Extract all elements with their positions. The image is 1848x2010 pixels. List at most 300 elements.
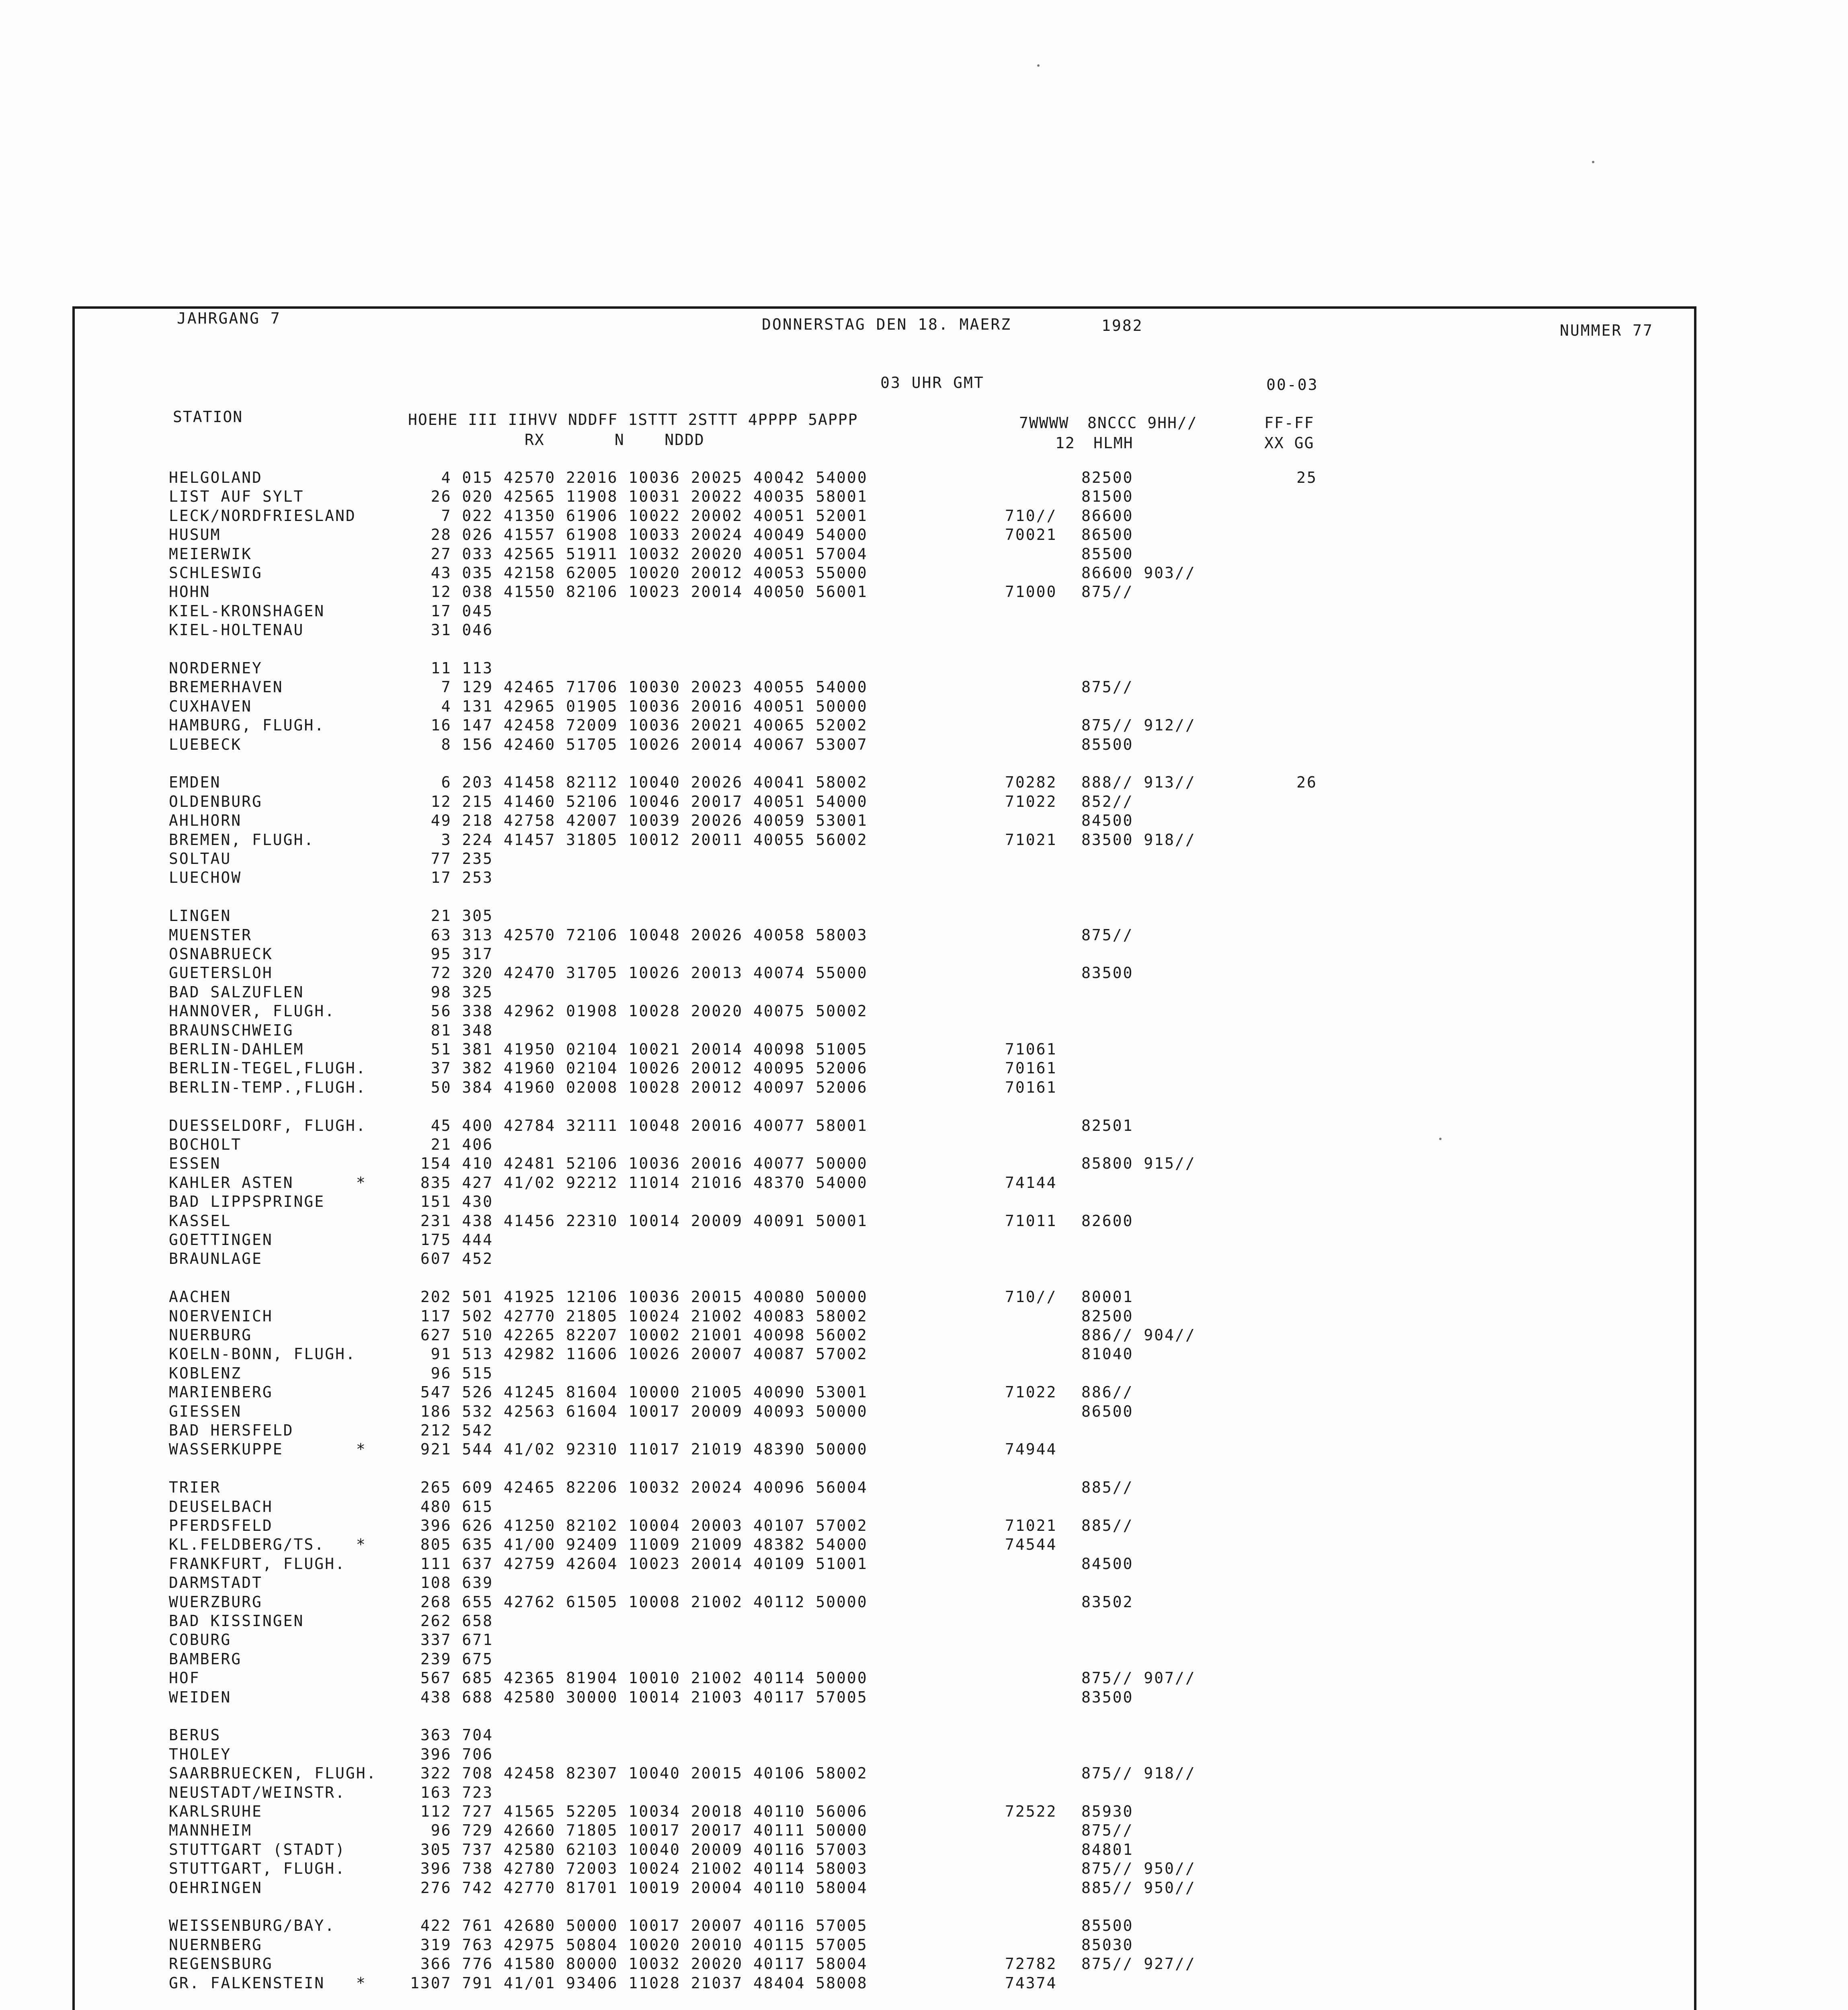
station-data: 8 156 42460 51705 10026 20014 40067 53007 — [410, 735, 868, 753]
table-row — [0, 1288, 1848, 1306]
issue-date: DONNERSTAG DEN 18. MAERZ — [762, 316, 1012, 333]
station-name: BAD KISSINGEN — [169, 1612, 304, 1630]
station-name: MUENSTER — [169, 926, 252, 944]
station-name: DUESSELDORF, FLUGH. — [169, 1116, 367, 1134]
station-data: 12 038 41550 82106 10023 20014 40050 56001 — [410, 583, 868, 601]
table-spacer — [0, 1459, 1848, 1478]
station-data: 7 129 42465 71706 10030 20023 40055 54000 — [410, 678, 868, 696]
table-row — [0, 1116, 1848, 1135]
table-row — [0, 1783, 1848, 1802]
station-name: LINGEN — [169, 907, 232, 925]
group-7wwww: 70021 — [1005, 526, 1057, 544]
group-7wwww: 71000 — [1005, 583, 1057, 601]
table-row — [0, 1840, 1848, 1859]
station-name: WEISSENBURG/BAY. — [169, 1917, 336, 1935]
table-row — [0, 1555, 1848, 1573]
station-name: REGENSBURG — [169, 1955, 273, 1973]
table-row — [0, 1955, 1848, 1973]
group-8nccc: 886// 904// — [1081, 1326, 1196, 1344]
station-data: 202 501 41925 12106 10036 20015 40080 50000 — [410, 1288, 868, 1306]
table-row — [0, 507, 1848, 525]
station-data: 422 761 42680 50000 10017 20007 40116 57005 — [410, 1917, 868, 1935]
station-data: 4 131 42965 01905 10036 20016 40051 50000 — [410, 697, 868, 715]
table-row — [0, 1821, 1848, 1840]
station-data: 396 738 42780 72003 10024 21002 40114 58003 — [410, 1860, 868, 1878]
station-data: 268 655 42762 61505 10008 21002 40112 50000 — [410, 1593, 868, 1611]
table-row — [0, 926, 1848, 944]
column-subheader-main: RX N NDDD — [525, 431, 705, 449]
group-8nccc: 85500 — [1081, 1917, 1134, 1935]
group-8nccc: 875// 918// — [1081, 1764, 1196, 1782]
station-name: WASSERKUPPE * — [169, 1440, 367, 1458]
table-row — [0, 1650, 1848, 1668]
station-data: 96 729 42660 71805 10017 20017 40111 50000 — [410, 1821, 868, 1840]
table-row — [0, 1212, 1848, 1230]
table-row — [0, 1974, 1848, 1992]
group-ff: 25 — [1296, 469, 1317, 486]
station-name: BREMERHAVEN — [169, 678, 283, 696]
station-data: 322 708 42458 82307 10040 20015 40106 58002 — [410, 1764, 868, 1782]
group-8nccc: 888// 913// — [1081, 773, 1196, 792]
station-data: 63 313 42570 72106 10048 20026 40058 58003 — [410, 926, 868, 944]
table-row — [0, 1593, 1848, 1611]
table-row — [0, 564, 1848, 582]
station-name: FRANKFURT, FLUGH. — [169, 1555, 346, 1573]
station-name: SAARBRUECKEN, FLUGH. — [169, 1764, 377, 1782]
station-data: 363 704 — [410, 1726, 494, 1744]
column-subheader-8nccc: HLMH — [1093, 434, 1134, 452]
table-row — [0, 1497, 1848, 1516]
scan-speck — [1037, 64, 1040, 67]
station-name: ESSEN — [169, 1155, 221, 1173]
station-name: BRAUNSCHWEIG — [169, 1021, 294, 1039]
group-7wwww: 71061 — [1005, 1040, 1057, 1058]
station-data: 175 444 — [410, 1231, 494, 1249]
group-7wwww: 70161 — [1005, 1059, 1057, 1077]
observation-time: 03 UHR GMT — [880, 374, 985, 392]
station-data: 231 438 41456 22310 10014 20009 40091 50001 — [410, 1212, 868, 1230]
station-data: 49 218 42758 42007 10039 20026 40059 53001 — [410, 812, 868, 830]
station-name: NUERBURG — [169, 1326, 252, 1344]
group-8nccc: 86600 903// — [1081, 564, 1196, 582]
table-row — [0, 1364, 1848, 1382]
table-row — [0, 1402, 1848, 1421]
table-row — [0, 1936, 1848, 1954]
station-name: LUEBECK — [169, 735, 242, 753]
station-data: 91 513 42982 11606 10026 20007 40087 57002 — [410, 1345, 868, 1363]
station-data: 108 639 — [410, 1574, 494, 1592]
group-7wwww: 710// — [1005, 1288, 1057, 1306]
table-row — [0, 716, 1848, 734]
station-data: 117 502 42770 21805 10024 21002 40083 58002 — [410, 1307, 868, 1325]
station-data: 112 727 41565 52205 10034 20018 40110 56006 — [410, 1803, 868, 1820]
station-data: 163 723 — [410, 1783, 494, 1801]
column-header-7wwww: 7WWWW — [1019, 414, 1069, 432]
station-data: 366 776 41580 80000 10032 20020 40117 58004 — [410, 1955, 868, 1973]
station-name: EMDEN — [169, 773, 221, 792]
table-row — [0, 1002, 1848, 1020]
station-data: 265 609 42465 82206 10032 20024 40096 56004 — [410, 1479, 868, 1497]
station-name: KARLSRUHE — [169, 1803, 263, 1820]
column-header-main: HOEHE III IIHVV NDDFF 1STTT 2STTT 4PPPP 5APPP — [408, 411, 858, 429]
station-data: 3 224 41457 31805 10012 20011 40055 56002 — [410, 831, 868, 849]
group-8nccc: 875// 907// — [1081, 1669, 1196, 1687]
station-data: 305 737 42580 62103 10040 20009 40116 57003 — [410, 1840, 868, 1858]
scan-speck — [1439, 1138, 1442, 1140]
group-8nccc: 85930 — [1081, 1803, 1134, 1820]
table-spacer — [0, 1897, 1848, 1916]
station-name: LUECHOW — [169, 869, 242, 887]
table-row — [0, 811, 1848, 830]
group-7wwww: 74944 — [1005, 1440, 1057, 1458]
group-8nccc: 85800 915// — [1081, 1155, 1196, 1173]
station-name: SCHLESWIG — [169, 564, 263, 582]
jahrgang-label: JAHRGANG 7 — [177, 310, 281, 327]
table-row — [0, 1612, 1848, 1630]
station-name: BREMEN, FLUGH. — [169, 831, 315, 849]
station-name: BERUS — [169, 1726, 221, 1744]
station-name: PFERDSFELD — [169, 1517, 273, 1534]
station-data: 319 763 42975 50804 10020 20010 40115 57005 — [410, 1936, 868, 1954]
table-row — [0, 1135, 1848, 1154]
group-8nccc: 875// — [1081, 1821, 1134, 1840]
group-8nccc: 85500 — [1081, 735, 1134, 753]
station-data: 96 515 — [410, 1364, 494, 1382]
station-name: HOHN — [169, 583, 211, 601]
station-data: 6 203 41458 82112 10040 20026 40041 58002 — [410, 773, 868, 792]
column-subheader-ff: XX GG — [1264, 434, 1315, 452]
group-8nccc: 85030 — [1081, 1936, 1134, 1954]
station-data: 43 035 42158 62005 10020 20012 40053 55000 — [410, 564, 868, 582]
column-subheader-7wwww: 12 — [1055, 434, 1075, 452]
table-row — [0, 1535, 1848, 1554]
station-name: GR. FALKENSTEIN * — [169, 1974, 367, 1992]
table-row — [0, 468, 1848, 487]
table-spacer — [0, 1707, 1848, 1725]
group-8nccc: 81040 — [1081, 1345, 1134, 1363]
group-8nccc: 885// — [1081, 1517, 1134, 1534]
station-data: 396 706 — [410, 1745, 494, 1763]
column-station: STATION — [173, 408, 243, 426]
group-8nccc: 875// 927// — [1081, 1955, 1196, 1973]
group-7wwww: 72782 — [1005, 1955, 1057, 1973]
table-row — [0, 525, 1848, 544]
group-8nccc: 84500 — [1081, 812, 1134, 830]
station-name: GUETERSLOH — [169, 964, 273, 982]
station-data: 77 235 — [410, 850, 494, 868]
table-row — [0, 735, 1848, 754]
table-row — [0, 831, 1848, 849]
station-data: 111 637 42759 42604 10023 20014 40109 51001 — [410, 1555, 868, 1573]
station-name: WEIDEN — [169, 1688, 232, 1706]
table-row — [0, 1516, 1848, 1535]
station-data: 21 406 — [410, 1136, 494, 1153]
group-8nccc: 86500 — [1081, 1402, 1134, 1420]
station-name: DEUSELBACH — [169, 1497, 273, 1516]
group-8nccc: 885// — [1081, 1479, 1134, 1497]
station-name: MARIENBERG — [169, 1383, 273, 1401]
station-data: 27 033 42565 51911 10032 20020 40051 57004 — [410, 545, 868, 563]
group-8nccc: 875// 912// — [1081, 716, 1196, 734]
station-name: NOERVENICH — [169, 1307, 273, 1325]
table-row — [0, 1440, 1848, 1458]
table-row — [0, 621, 1848, 639]
column-header-ff: FF-FF — [1264, 414, 1315, 432]
table-row — [0, 1916, 1848, 1935]
group-8nccc: 875// — [1081, 678, 1134, 696]
group-8nccc: 875// — [1081, 583, 1134, 601]
station-name: KL.FELDBERG/TS. * — [169, 1536, 367, 1554]
station-name: KAHLER ASTEN * — [169, 1173, 367, 1192]
station-name: KIEL-HOLTENAU — [169, 621, 304, 639]
station-name: KOBLENZ — [169, 1364, 242, 1382]
table-row — [0, 1726, 1848, 1744]
station-data: 921 544 41/02 92310 11017 21019 48390 50000 — [410, 1440, 868, 1458]
station-data: 276 742 42770 81701 10019 20004 40110 58004 — [410, 1879, 868, 1897]
column-header-8nccc: 8NCCC 9HH// — [1087, 414, 1198, 432]
group-8nccc: 83500 918// — [1081, 831, 1196, 849]
table-row — [0, 983, 1848, 1001]
station-data: 262 658 — [410, 1612, 494, 1630]
group-8nccc: 875// 950// — [1081, 1860, 1196, 1878]
station-name: BAD LIPPSPRINGE — [169, 1193, 325, 1211]
station-data: 186 532 42563 61604 10017 20009 40093 50000 — [410, 1402, 868, 1420]
station-data: 21 305 — [410, 907, 494, 925]
station-name: NORDERNEY — [169, 659, 263, 677]
station-name: BAD SALZUFLEN — [169, 983, 304, 1001]
station-data: 17 045 — [410, 602, 494, 620]
station-data: 95 317 — [410, 945, 494, 963]
table-row — [0, 487, 1848, 506]
station-name: KOELN-BONN, FLUGH. — [169, 1345, 356, 1363]
table-row — [0, 964, 1848, 982]
table-row — [0, 1249, 1848, 1268]
table-row — [0, 697, 1848, 716]
group-8nccc: 86600 — [1081, 507, 1134, 525]
table-row — [0, 1478, 1848, 1497]
table-row — [0, 1059, 1848, 1077]
station-name: AACHEN — [169, 1288, 232, 1306]
station-data: 396 626 41250 82102 10004 20003 40107 57002 — [410, 1517, 868, 1534]
station-name: MEIERWIK — [169, 545, 252, 563]
station-name: OLDENBURG — [169, 792, 263, 810]
station-name: GOETTINGEN — [169, 1231, 273, 1249]
station-name: HOF — [169, 1669, 200, 1687]
table-row — [0, 773, 1848, 792]
station-data: 4 015 42570 22016 10036 20025 40042 54000 — [410, 469, 868, 486]
table-spacer — [0, 888, 1848, 906]
group-7wwww: 71011 — [1005, 1212, 1057, 1230]
station-name: BOCHOLT — [169, 1136, 242, 1153]
group-7wwww: 71022 — [1005, 792, 1057, 810]
station-name: HAMBURG, FLUGH. — [169, 716, 325, 734]
station-data: 1307 791 41/01 93406 11028 21037 48404 58008 — [410, 1974, 868, 1992]
station-name: AHLHORN — [169, 812, 242, 830]
station-name: NUERNBERG — [169, 1936, 263, 1954]
table-row — [0, 1573, 1848, 1592]
station-data: 239 675 — [410, 1650, 494, 1668]
group-8nccc: 82500 — [1081, 469, 1134, 486]
group-8nccc: 885// 950// — [1081, 1879, 1196, 1897]
table-spacer — [0, 754, 1848, 773]
group-7wwww: 74374 — [1005, 1974, 1057, 1992]
station-name: OSNABRUECK — [169, 945, 273, 963]
group-7wwww: 710// — [1005, 507, 1057, 525]
station-data: 16 147 42458 72009 10036 20021 40065 52002 — [410, 716, 868, 734]
station-data: 805 635 41/00 92409 11009 21009 48382 54000 — [410, 1536, 868, 1554]
station-name: HANNOVER, FLUGH. — [169, 1002, 336, 1020]
group-8nccc: 84500 — [1081, 1555, 1134, 1573]
station-data: 31 046 — [410, 621, 494, 639]
table-row — [0, 1383, 1848, 1401]
group-8nccc: 82500 — [1081, 1307, 1134, 1325]
station-data: 45 400 42784 32111 10048 20016 40077 58001 — [410, 1116, 868, 1134]
table-row — [0, 1345, 1848, 1363]
station-name: LIST AUF SYLT — [169, 488, 304, 506]
table-row — [0, 1802, 1848, 1821]
group-8nccc: 886// — [1081, 1383, 1134, 1401]
table-row — [0, 602, 1848, 620]
station-data: 37 382 41960 02104 10026 20012 40095 52006 — [410, 1059, 868, 1077]
table-spacer — [0, 1269, 1848, 1287]
station-data: 607 452 — [410, 1250, 494, 1268]
table-row — [0, 1307, 1848, 1325]
group-7wwww: 74144 — [1005, 1173, 1057, 1192]
station-data: 835 427 41/02 92212 11014 21016 48370 54000 — [410, 1173, 868, 1192]
table-row — [0, 1040, 1848, 1058]
table-row — [0, 1745, 1848, 1764]
group-8nccc: 852// — [1081, 792, 1134, 810]
station-name: DARMSTADT — [169, 1574, 263, 1592]
group-8nccc: 82600 — [1081, 1212, 1134, 1230]
table-row — [0, 1326, 1848, 1344]
table-row — [0, 545, 1848, 563]
station-data: 567 685 42365 81904 10010 21002 40114 50000 — [410, 1669, 868, 1687]
station-name: BERLIN-DAHLEM — [169, 1040, 304, 1058]
table-row — [0, 659, 1848, 677]
table-row — [0, 849, 1848, 868]
station-name: LECK/NORDFRIESLAND — [169, 507, 356, 525]
station-name: KASSEL — [169, 1212, 232, 1230]
group-8nccc: 83500 — [1081, 1688, 1134, 1706]
group-7wwww: 70282 — [1005, 773, 1057, 792]
table-row — [0, 792, 1848, 811]
table-row — [0, 1421, 1848, 1440]
station-name: THOLEY — [169, 1745, 232, 1763]
station-name: HELGOLAND — [169, 469, 263, 486]
table-row — [0, 907, 1848, 925]
issue-year: 1982 — [1101, 317, 1143, 334]
table-row — [0, 582, 1848, 601]
table-row — [0, 1669, 1848, 1687]
station-data: 547 526 41245 81604 10000 21005 40090 53001 — [410, 1383, 868, 1401]
station-data: 480 615 — [410, 1497, 494, 1516]
table-spacer — [0, 1097, 1848, 1116]
station-name: BERLIN-TEGEL,FLUGH. — [169, 1059, 367, 1077]
station-name: STUTTGART, FLUGH. — [169, 1860, 346, 1878]
table-spacer — [0, 640, 1848, 658]
table-row — [0, 1631, 1848, 1649]
time-range: 00-03 — [1266, 376, 1319, 394]
station-data: 627 510 42265 82207 10002 21001 40098 56002 — [410, 1326, 868, 1344]
station-data: 151 430 — [410, 1193, 494, 1211]
table-row — [0, 1688, 1848, 1706]
station-data: 154 410 42481 52106 10036 20016 40077 50000 — [410, 1155, 868, 1173]
station-name: KIEL-KRONSHAGEN — [169, 602, 325, 620]
table-row — [0, 1764, 1848, 1782]
group-8nccc: 84801 — [1081, 1840, 1134, 1858]
group-ff: 26 — [1296, 773, 1317, 792]
group-7wwww: 74544 — [1005, 1536, 1057, 1554]
station-data: 212 542 — [410, 1421, 494, 1439]
station-name: CUXHAVEN — [169, 697, 252, 715]
table-row — [0, 1173, 1848, 1192]
station-name: WUERZBURG — [169, 1593, 263, 1611]
station-name: BRAUNLAGE — [169, 1250, 263, 1268]
station-name: MANNHEIM — [169, 1821, 252, 1840]
station-data: 50 384 41960 02008 10028 20012 40097 52006 — [410, 1078, 868, 1096]
station-name: BAMBERG — [169, 1650, 242, 1668]
station-data: 438 688 42580 30000 10014 21003 40117 57005 — [410, 1688, 868, 1706]
station-data: 7 022 41350 61906 10022 20002 40051 52001 — [410, 507, 868, 525]
group-8nccc: 85500 — [1081, 545, 1134, 563]
station-name: NEUSTADT/WEINSTR. — [169, 1783, 346, 1801]
table-row — [0, 1154, 1848, 1173]
station-data: 72 320 42470 31705 10026 20013 40074 55000 — [410, 964, 868, 982]
station-data: 12 215 41460 52106 10046 20017 40051 54000 — [410, 792, 868, 810]
table-spacer — [0, 1993, 1848, 2010]
station-data: 56 338 42962 01908 10028 20020 40075 50002 — [410, 1002, 868, 1020]
station-name: COBURG — [169, 1631, 232, 1649]
issue-number: NUMMER 77 — [1560, 322, 1653, 339]
station-data: 17 253 — [410, 869, 494, 887]
table-row — [0, 1231, 1848, 1249]
group-7wwww: 70161 — [1005, 1078, 1057, 1096]
group-7wwww: 71021 — [1005, 831, 1057, 849]
table-row — [0, 1078, 1848, 1097]
table-row — [0, 1859, 1848, 1878]
group-8nccc: 83502 — [1081, 1593, 1134, 1611]
group-8nccc: 86500 — [1081, 526, 1134, 544]
table-row — [0, 1021, 1848, 1040]
group-7wwww: 71021 — [1005, 1517, 1057, 1534]
station-data: 81 348 — [410, 1021, 494, 1039]
group-8nccc: 80001 — [1081, 1288, 1134, 1306]
group-8nccc: 83500 — [1081, 964, 1134, 982]
table-row — [0, 678, 1848, 696]
station-data: 337 671 — [410, 1631, 494, 1649]
station-name: BERLIN-TEMP.,FLUGH. — [169, 1078, 367, 1096]
table-row — [0, 1879, 1848, 1897]
station-data: 28 026 41557 61908 10033 20024 40049 54000 — [410, 526, 868, 544]
scan-speck — [1592, 161, 1594, 163]
group-8nccc: 875// — [1081, 926, 1134, 944]
station-name: SOLTAU — [169, 850, 232, 868]
table-row — [0, 1192, 1848, 1211]
group-8nccc: 82501 — [1081, 1116, 1134, 1134]
station-name: TRIER — [169, 1479, 221, 1497]
station-data: 51 381 41950 02104 10021 20014 40098 51005 — [410, 1040, 868, 1058]
station-name: HUSUM — [169, 526, 221, 544]
station-data: 98 325 — [410, 983, 494, 1001]
station-name: GIESSEN — [169, 1402, 242, 1420]
station-name: OEHRINGEN — [169, 1879, 263, 1897]
station-data: 11 113 — [410, 659, 494, 677]
table-row — [0, 868, 1848, 887]
table-row — [0, 945, 1848, 963]
group-7wwww: 71022 — [1005, 1383, 1057, 1401]
station-name: BAD HERSFELD — [169, 1421, 294, 1439]
